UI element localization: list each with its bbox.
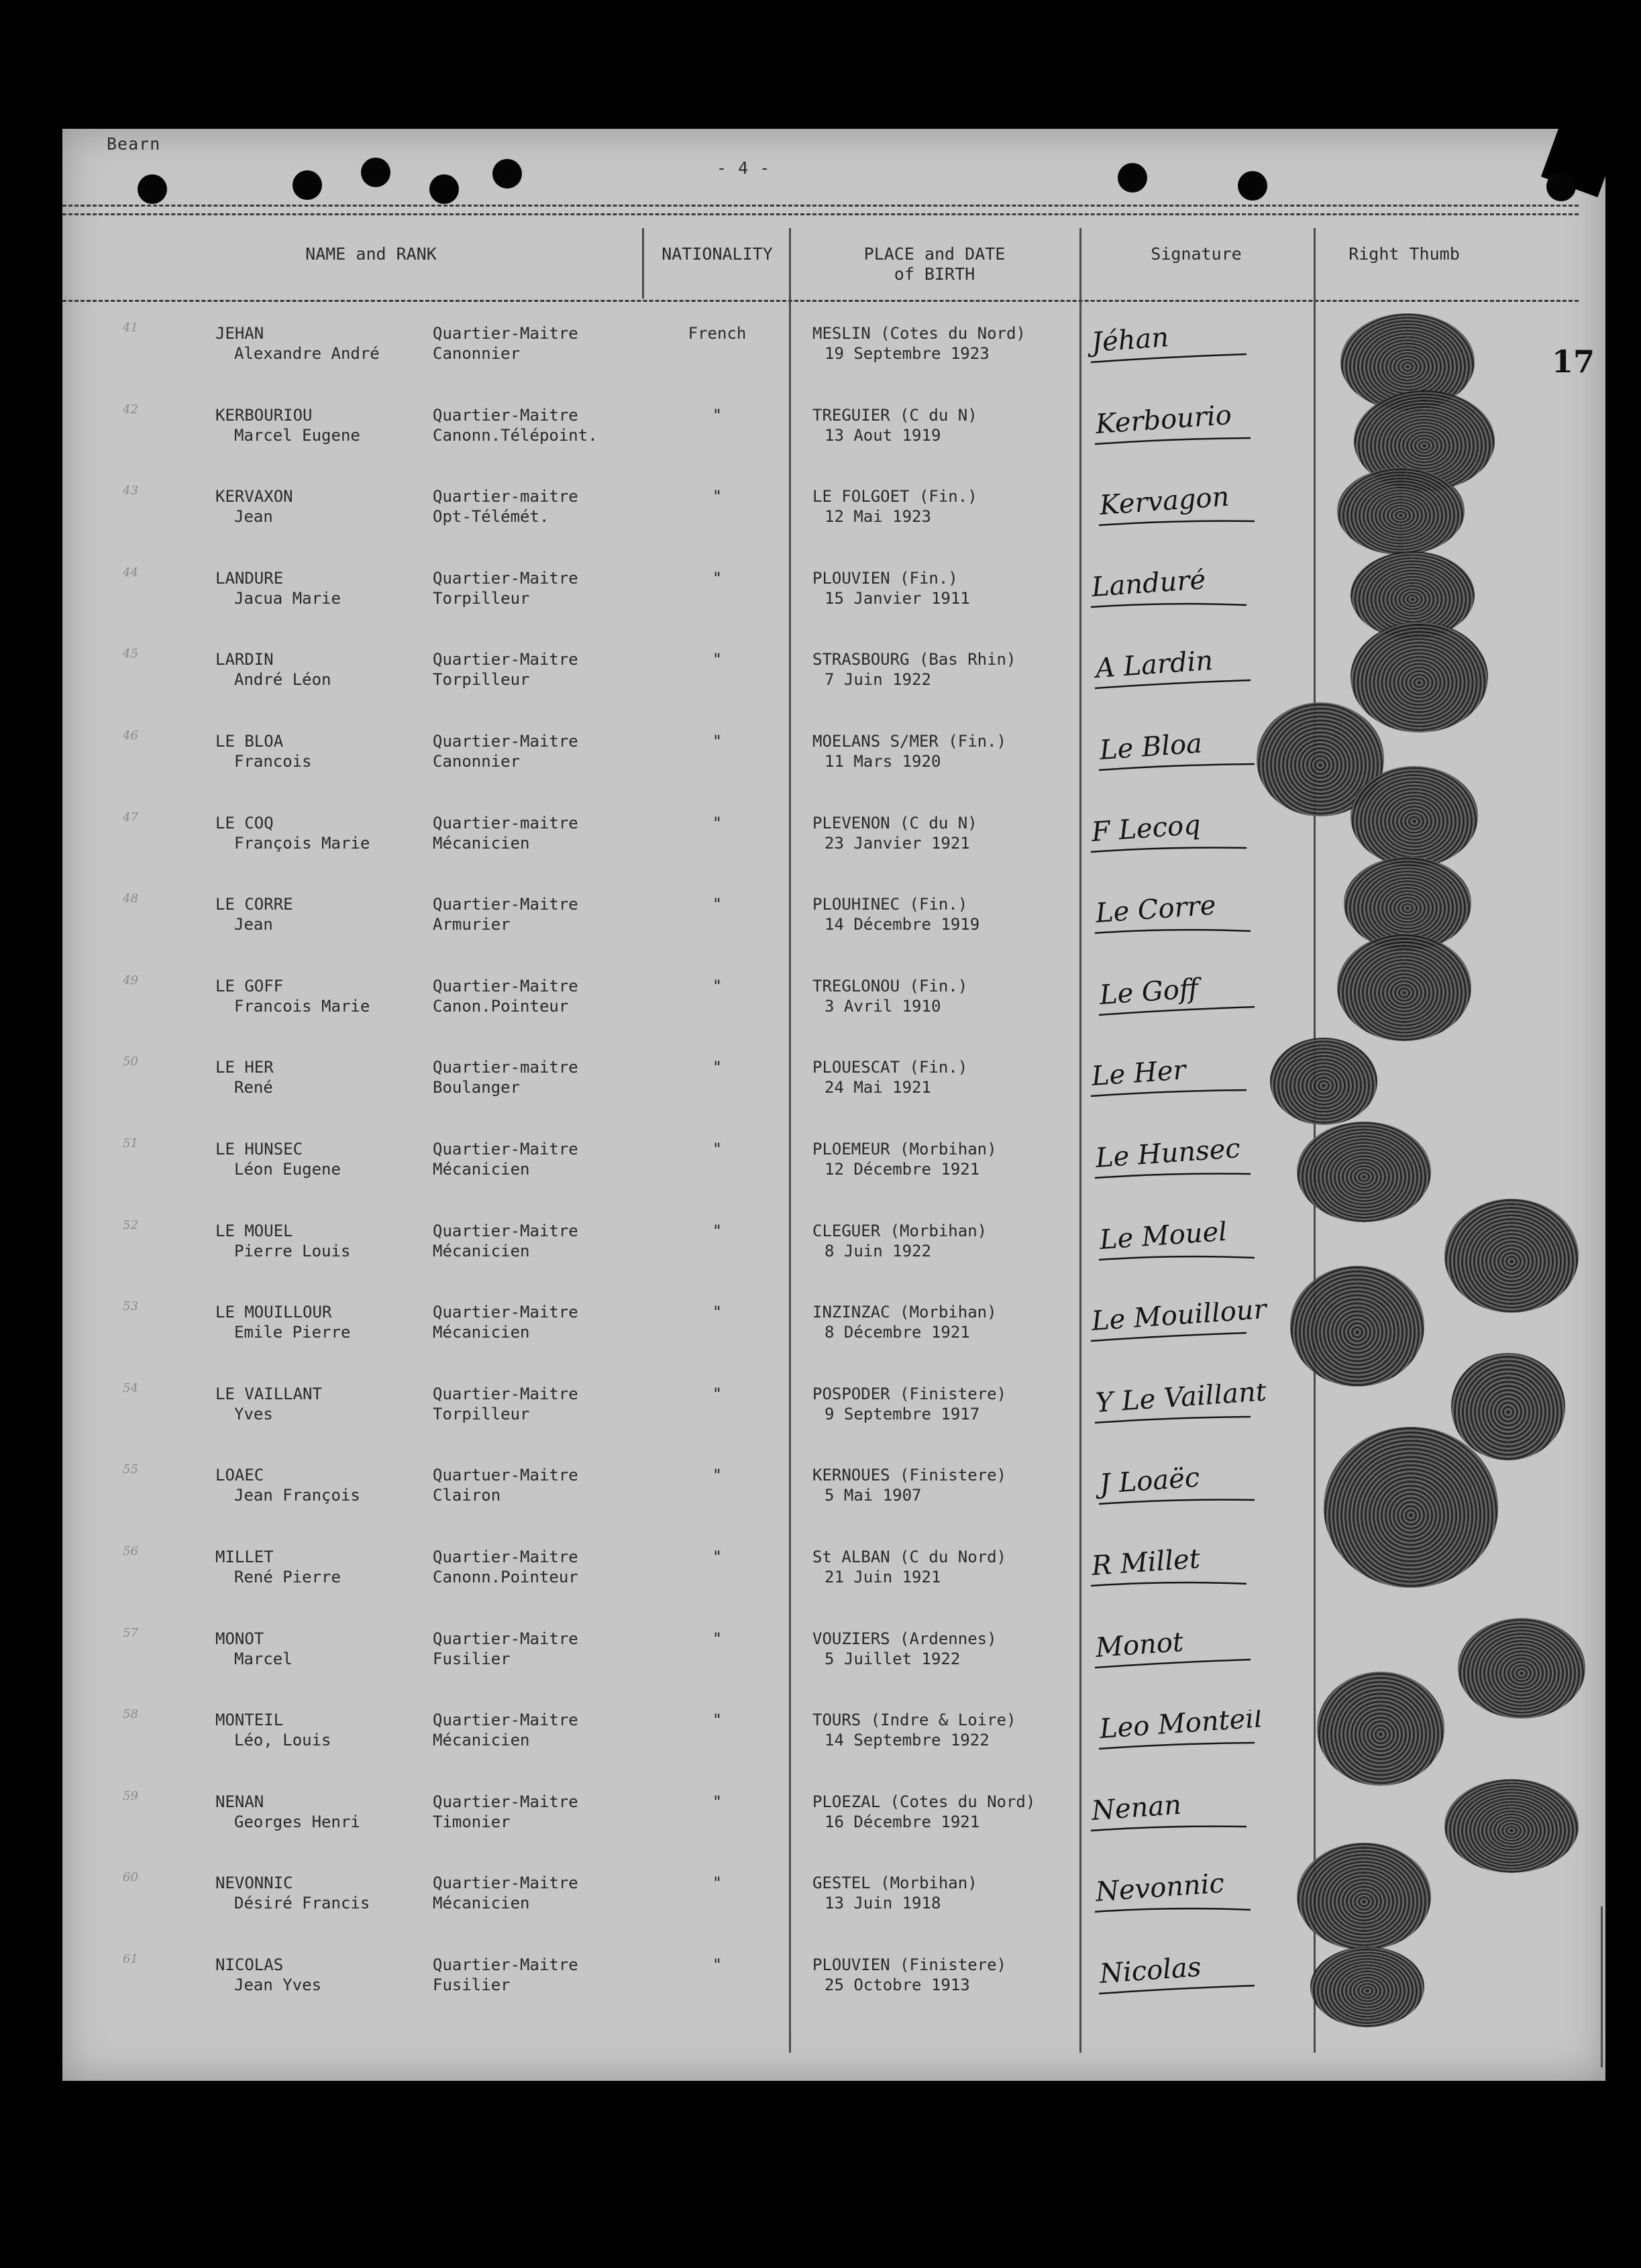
nationality: " xyxy=(712,895,723,914)
rank-line1: Quartier-Maitre xyxy=(433,1384,578,1403)
birth-date: 23 Janvier 1921 xyxy=(825,833,970,853)
svg-text:Nicolas: Nicolas xyxy=(1098,1955,1202,1990)
thumbprint xyxy=(1317,1672,1444,1786)
given-names: Yves xyxy=(234,1404,273,1423)
surname: LE GOFF xyxy=(215,976,284,995)
birthplace: VOUZIERS (Ardennes) xyxy=(812,1629,997,1648)
given-names: Jean François xyxy=(234,1486,360,1505)
rank-line1: Quartier-Maitre xyxy=(433,732,578,751)
rank-line2: Mécanicien xyxy=(433,1323,530,1342)
birth-date: 13 Juin 1918 xyxy=(825,1894,941,1913)
thumbprint xyxy=(1444,1199,1579,1313)
given-names: René Pierre xyxy=(234,1568,341,1586)
birthplace: MOELANS S/MER (Fin.) xyxy=(812,732,1006,751)
surname: NENAN xyxy=(215,1792,264,1811)
rank-line2: Boulanger xyxy=(433,1078,521,1097)
handwritten-signature xyxy=(1090,405,1311,462)
surname: MONOT xyxy=(215,1629,264,1648)
row-number: 57 xyxy=(123,1625,138,1640)
given-names: René xyxy=(234,1078,273,1097)
handwritten-signature xyxy=(1090,649,1311,706)
rank-line2: Fusilier xyxy=(433,1976,511,1994)
surname: LE CORRE xyxy=(215,895,293,914)
given-names: Marcel Eugene xyxy=(234,425,360,445)
rank-line2: Mécanicien xyxy=(433,833,530,853)
given-names: Francois Marie xyxy=(234,996,370,1016)
handwritten-signature xyxy=(1090,1384,1311,1440)
birth-date: 8 Décembre 1921 xyxy=(825,1323,970,1342)
handwritten-signature xyxy=(1090,1629,1311,1685)
nationality: " xyxy=(712,405,723,425)
svg-text:Le Hunsec: Le Hunsec xyxy=(1094,1139,1242,1174)
birthplace: GESTEL (Morbihan) xyxy=(812,1874,977,1893)
given-names: Marcel xyxy=(234,1649,293,1668)
surname: NICOLAS xyxy=(215,1955,284,1974)
birth-date: 3 Avril 1910 xyxy=(825,996,941,1016)
birth-date: 16 Décembre 1921 xyxy=(825,1812,980,1831)
rank-line1: Quartier-Maitre xyxy=(433,976,578,995)
row-number: 48 xyxy=(123,892,138,906)
surname: LE MOUEL xyxy=(215,1221,293,1240)
row-number: 61 xyxy=(123,1952,138,1966)
svg-text:R Millet: R Millet xyxy=(1090,1547,1202,1582)
rank-line2: Torpilleur xyxy=(433,1404,530,1423)
given-names: François Marie xyxy=(234,833,370,853)
handwritten-signature xyxy=(1086,568,1307,625)
handwritten-signature xyxy=(1090,1139,1311,1195)
punch-hole xyxy=(293,170,322,200)
rank-line2: Canonn.Télépoint. xyxy=(433,425,598,445)
birth-date: 9 Septembre 1917 xyxy=(825,1404,980,1423)
birth-date: 12 Mai 1923 xyxy=(825,507,931,527)
row-number: 53 xyxy=(123,1299,138,1314)
surname: LE BLOA xyxy=(215,732,284,751)
row-number: 46 xyxy=(123,728,138,743)
given-names: Emile Pierre xyxy=(234,1323,351,1342)
birthplace: LE FOLGOET (Fin.) xyxy=(812,487,977,506)
rank-line1: Quartier-Maitre xyxy=(433,324,578,343)
handwritten-signature xyxy=(1090,1873,1311,1929)
rank-line1: Quartier-maitre xyxy=(433,1058,578,1077)
row-number: 56 xyxy=(123,1544,138,1558)
rank-line1: Quartier-Maitre xyxy=(433,1548,578,1566)
rank-line2: Canonnier xyxy=(433,752,521,771)
surname: MILLET xyxy=(215,1548,274,1566)
thumbprint xyxy=(1337,934,1471,1041)
given-names: Francois xyxy=(234,752,312,771)
given-names: Jean xyxy=(234,507,273,527)
birthplace: TREGUIER (C du N) xyxy=(812,405,977,425)
svg-text:Jéhan: Jéhan xyxy=(1090,323,1170,358)
given-names: André Léon xyxy=(234,670,331,690)
rank-line1: Quartier-Maitre xyxy=(433,650,578,669)
row-number: 59 xyxy=(123,1788,138,1803)
handwritten-signature xyxy=(1086,1792,1307,1848)
header-place-date-line2: of BIRTH xyxy=(894,264,975,284)
svg-text:Kerbourio: Kerbourio xyxy=(1094,404,1233,440)
surname: LE MOUILLOUR xyxy=(215,1303,332,1322)
column-divider xyxy=(642,228,644,299)
surname: LANDURE xyxy=(215,568,284,588)
handwritten-signature xyxy=(1094,1955,1315,2011)
rank-line1: Quartier-Maitre xyxy=(433,1955,578,1974)
column-header-rule xyxy=(62,300,1579,302)
handwritten-signature xyxy=(1094,976,1315,1032)
row-number: 51 xyxy=(123,1136,138,1150)
given-names: Jacua Marie xyxy=(234,588,341,608)
row-number: 60 xyxy=(123,1870,138,1885)
nationality: " xyxy=(712,813,723,832)
rank-line2: Opt-Télémét. xyxy=(433,507,549,527)
thumbprint xyxy=(1324,1427,1498,1588)
row-number: 50 xyxy=(123,1055,138,1069)
row-number: 42 xyxy=(123,402,138,417)
surname: LE COQ xyxy=(215,813,274,832)
thumbprint xyxy=(1351,622,1488,733)
rank-line1: Quartier-Maitre xyxy=(433,1792,578,1811)
given-names: Léon Eugene xyxy=(234,1160,341,1179)
svg-text:Y Le Vaillant: Y Le Vaillant xyxy=(1094,1383,1268,1419)
rank-line2: Mécanicien xyxy=(433,1241,530,1260)
thumbprint xyxy=(1458,1618,1585,1719)
birth-date: 14 Décembre 1919 xyxy=(825,915,980,934)
rank-line2: Timonier xyxy=(433,1812,511,1831)
surname: MONTEIL xyxy=(215,1711,284,1730)
punch-hole xyxy=(429,174,459,204)
given-names: Jean Yves xyxy=(234,1976,322,1994)
svg-text:Landuré: Landuré xyxy=(1090,568,1207,603)
rank-line1: Quartier-Maitre xyxy=(433,1711,578,1730)
handwritten-signature xyxy=(1086,1547,1307,1603)
svg-text:Leo Monteil: Leo Monteil xyxy=(1098,1710,1264,1745)
page-number: - 4 - xyxy=(717,158,771,178)
rank-line2: Clairon xyxy=(433,1486,501,1505)
header-place-date xyxy=(794,244,1075,284)
rank-line2: Torpilleur xyxy=(433,670,530,690)
row-number: 43 xyxy=(123,484,138,498)
birthplace: MESLIN (Cotes du Nord) xyxy=(812,324,1026,343)
rank-line2: Mécanicien xyxy=(433,1160,530,1179)
surname: NEVONNIC xyxy=(215,1874,293,1893)
row-number: 54 xyxy=(123,1381,138,1395)
nationality: " xyxy=(712,1303,723,1322)
row-number: 55 xyxy=(123,1462,138,1477)
svg-text:Nenan: Nenan xyxy=(1090,1791,1183,1827)
header-right-thumb: Right Thumb xyxy=(1348,244,1460,264)
rank-line2: Canon.Pointeur xyxy=(433,996,569,1016)
svg-text:Le Corre: Le Corre xyxy=(1094,894,1217,930)
row-number: 52 xyxy=(123,1218,138,1232)
header-place-date-line1: PLACE and DATE xyxy=(863,244,1006,264)
birth-date: 15 Janvier 1911 xyxy=(825,588,970,608)
birthplace: TREGLONOU (Fin.) xyxy=(812,976,968,995)
rank-line1: Quartier-Maitre xyxy=(433,1629,578,1648)
header-nationality: NATIONALITY xyxy=(661,244,773,264)
given-names: Désiré Francis xyxy=(234,1894,370,1913)
birthplace: PLOUVIEN (Fin.) xyxy=(812,568,958,588)
rank-line1: Quartier-Maitre xyxy=(433,568,578,588)
punch-hole xyxy=(1118,163,1147,193)
birthplace: PLEVENON (C du N) xyxy=(812,813,977,832)
thumbprint xyxy=(1451,1353,1565,1460)
nationality: " xyxy=(712,1384,723,1403)
nationality: " xyxy=(712,568,723,588)
given-names: Georges Henri xyxy=(234,1812,360,1831)
thumbprint xyxy=(1351,766,1478,867)
birth-date: 12 Décembre 1921 xyxy=(825,1160,980,1179)
birth-date: 7 Juin 1922 xyxy=(825,670,931,690)
birth-date: 11 Mars 1920 xyxy=(825,752,941,771)
thumbprint xyxy=(1444,1779,1579,1873)
nationality: " xyxy=(712,732,723,751)
nationality: " xyxy=(712,1466,723,1485)
svg-text:Le Bloa: Le Bloa xyxy=(1098,731,1204,766)
surname: LE HER xyxy=(215,1058,274,1077)
nationality: French xyxy=(688,324,747,343)
rank-line2: Canonnier xyxy=(433,344,521,363)
row-number: 49 xyxy=(123,973,138,987)
rank-line1: Quartier-Maitre xyxy=(433,1221,578,1240)
ship-name: Bearn xyxy=(107,134,161,154)
surname: LOAEC xyxy=(215,1466,264,1485)
nationality: " xyxy=(712,1711,723,1730)
row-number: 44 xyxy=(123,565,138,580)
rank-line1: Quartier-Maitre xyxy=(433,1303,578,1322)
thumbprint xyxy=(1310,1947,1424,2027)
birth-date: 5 Mai 1907 xyxy=(825,1486,922,1505)
birth-date: 19 Septembre 1923 xyxy=(825,344,990,363)
birthplace: INZINZAC (Morbihan) xyxy=(812,1303,997,1322)
nationality: " xyxy=(712,1792,723,1811)
birthplace: St ALBAN (C du Nord) xyxy=(812,1548,1006,1566)
birth-date: 8 Juin 1922 xyxy=(825,1241,931,1260)
svg-text:J Loaëc: J Loaëc xyxy=(1098,1465,1201,1501)
given-names: Jean xyxy=(234,915,273,934)
record-sheet xyxy=(62,129,1605,2081)
handwritten-signature xyxy=(1086,1302,1307,1358)
surname: LARDIN xyxy=(215,650,274,669)
svg-text:Kervagon: Kervagon xyxy=(1098,486,1230,522)
birth-date: 24 Mai 1921 xyxy=(825,1078,931,1097)
given-names: Alexandre André xyxy=(234,344,380,363)
punch-hole xyxy=(361,158,390,187)
thumbprint xyxy=(1337,468,1465,555)
punch-hole xyxy=(1546,172,1576,201)
header-rule xyxy=(62,205,1579,215)
birth-date: 14 Septembre 1922 xyxy=(825,1731,990,1750)
nationality: " xyxy=(712,1874,723,1893)
rank-line1: Quartier-Maitre xyxy=(433,895,578,914)
birthplace: PLOUESCAT (Fin.) xyxy=(812,1058,968,1077)
surname: KERVAXON xyxy=(215,487,293,506)
surname: LE HUNSEC xyxy=(215,1140,303,1158)
given-names: Léo, Louis xyxy=(234,1731,331,1750)
svg-text:Le Mouel: Le Mouel xyxy=(1098,1220,1228,1256)
header-signature: Signature xyxy=(1151,244,1242,264)
nationality: " xyxy=(712,1955,723,1974)
rank-line1: Quartier-Maitre xyxy=(433,405,578,425)
nationality: " xyxy=(712,650,723,669)
handwritten-signature xyxy=(1094,1465,1315,1521)
row-number: 45 xyxy=(123,647,138,661)
birthplace: PLOUVIEN (Finistere) xyxy=(812,1955,1006,1974)
punch-hole xyxy=(492,159,522,188)
rank-line1: Quartuer-Maitre xyxy=(433,1466,578,1485)
punch-hole xyxy=(1238,171,1267,201)
rank-line2: Canonn.Pointeur xyxy=(433,1568,578,1586)
handwritten-signature xyxy=(1090,894,1311,951)
punch-hole xyxy=(138,174,167,204)
svg-text:Le Mouillour: Le Mouillour xyxy=(1090,1302,1268,1338)
rank-line2: Armurier xyxy=(433,915,511,934)
rank-line1: Quartier-maitre xyxy=(433,487,578,506)
birthplace: PLOUHINEC (Fin.) xyxy=(812,895,968,914)
handwritten-signature xyxy=(1094,1221,1315,1277)
nationality: " xyxy=(712,487,723,506)
birthplace: STRASBOURG (Bas Rhin) xyxy=(812,650,1016,669)
birthplace: CLEGUER (Morbihan) xyxy=(812,1221,988,1240)
birthplace: PLOEZAL (Cotes du Nord) xyxy=(812,1792,1036,1811)
birth-date: 21 Juin 1921 xyxy=(825,1568,941,1586)
row-number: 58 xyxy=(123,1707,138,1722)
nationality: " xyxy=(712,1629,723,1648)
rank-line1: Quartier-maitre xyxy=(433,813,578,832)
svg-text:Le Her: Le Her xyxy=(1090,1057,1187,1093)
nationality: " xyxy=(712,1221,723,1240)
birth-date: 5 Juillet 1922 xyxy=(825,1649,961,1668)
svg-text:Nevonnic: Nevonnic xyxy=(1094,1873,1226,1908)
row-number: 47 xyxy=(123,810,138,824)
nationality: " xyxy=(712,976,723,995)
birthplace: PLOEMEUR (Morbihan) xyxy=(812,1140,997,1158)
svg-text:Monot: Monot xyxy=(1094,1628,1185,1664)
surname: KERBOURIOU xyxy=(215,405,313,425)
header-name-rank: NAME and RANK xyxy=(305,244,437,264)
svg-text:F Lecoq: F Lecoq xyxy=(1090,812,1202,848)
thumbprint xyxy=(1270,1038,1377,1125)
nationality: " xyxy=(712,1548,723,1566)
sheet-number: 17 xyxy=(1551,343,1595,380)
nationality: " xyxy=(712,1140,723,1158)
handwritten-signature xyxy=(1086,813,1307,869)
rank-line1: Quartier-Maitre xyxy=(433,1140,578,1158)
birth-date: 13 Aout 1919 xyxy=(825,425,941,445)
thumbprint xyxy=(1297,1122,1431,1222)
handwritten-signature xyxy=(1094,1710,1315,1766)
thumbprint xyxy=(1297,1843,1431,1950)
rank-line2: Mécanicien xyxy=(433,1894,530,1913)
surname: LE VAILLANT xyxy=(215,1384,322,1403)
row-number: 41 xyxy=(123,321,138,335)
handwritten-signature xyxy=(1086,323,1307,380)
rank-line1: Quartier-Maitre xyxy=(433,1874,578,1893)
surname: JEHAN xyxy=(215,324,264,343)
nationality: " xyxy=(712,1058,723,1077)
birthplace: POSPODER (Finistere) xyxy=(812,1384,1006,1403)
thumbprint xyxy=(1290,1266,1424,1387)
given-names: Pierre Louis xyxy=(234,1241,351,1260)
svg-text:A Lardin: A Lardin xyxy=(1094,649,1214,685)
rank-line2: Torpilleur xyxy=(433,588,530,608)
birthplace: KERNOUES (Finistere) xyxy=(812,1466,1006,1485)
birth-date: 25 Octobre 1913 xyxy=(825,1976,970,1994)
birthplace: TOURS (Indre & Loire) xyxy=(812,1711,1016,1730)
handwritten-signature xyxy=(1094,486,1315,543)
rank-line2: Mécanicien xyxy=(433,1731,530,1750)
rank-line2: Fusilier xyxy=(433,1649,511,1668)
svg-text:Le Goff: Le Goff xyxy=(1098,975,1200,1011)
